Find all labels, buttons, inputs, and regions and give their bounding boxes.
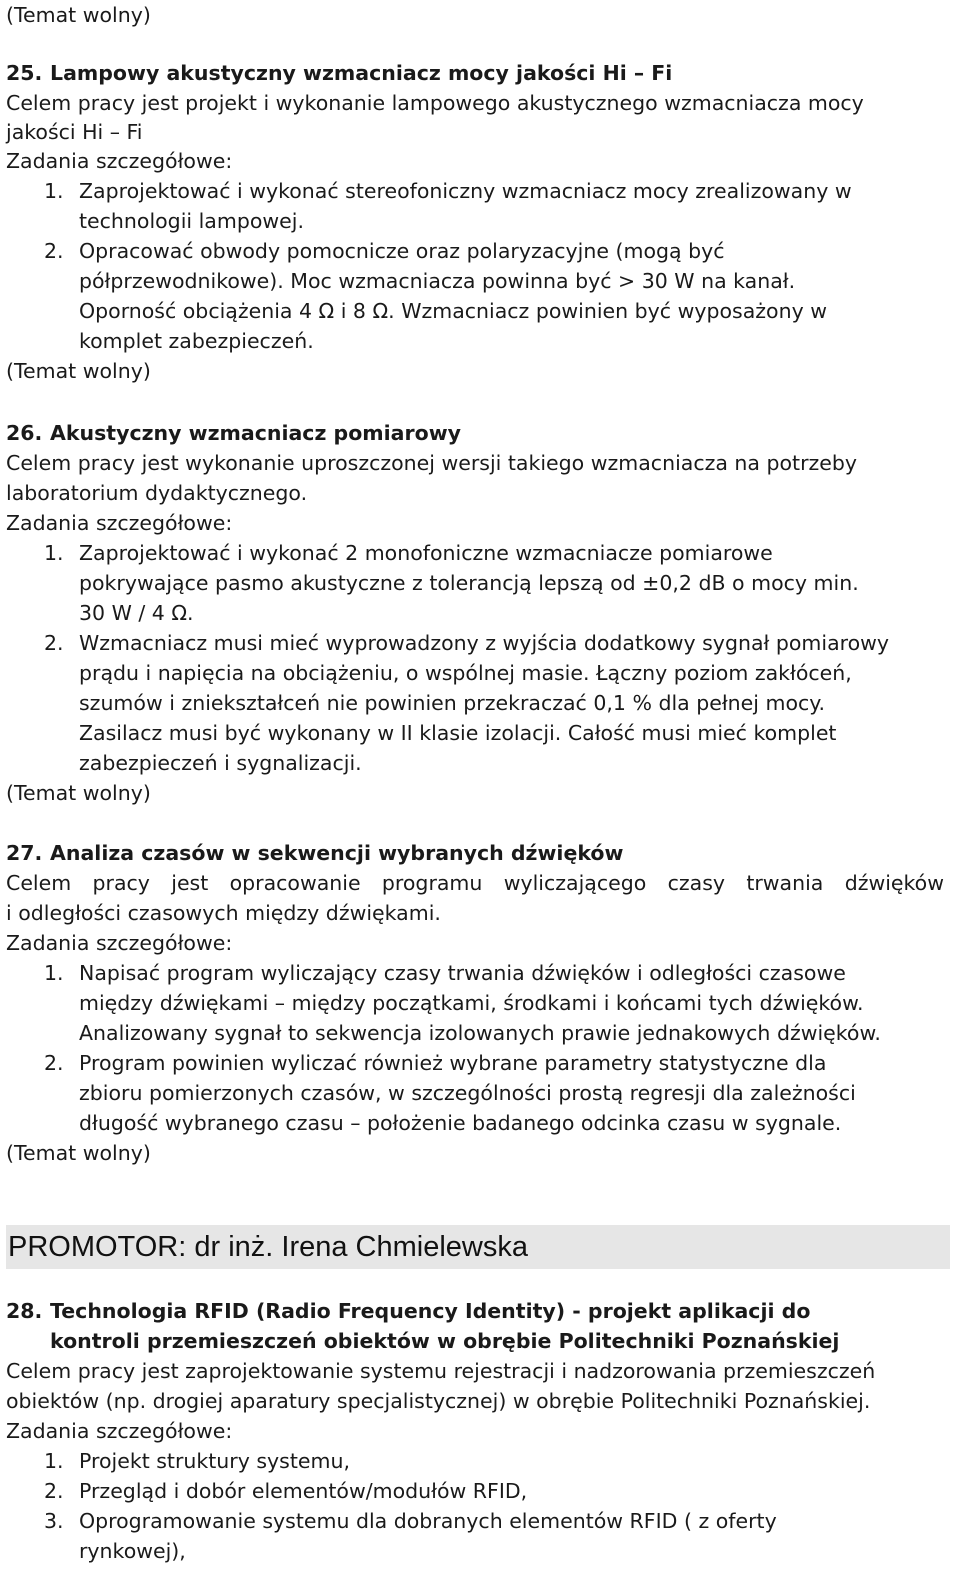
topic-26-aim-line: Celem pracy jest wykonanie uproszczonej wersji takiego wzmacniacza na potrzeby (6, 451, 858, 475)
task-text: prądu i napięcia na obciążeniu, o wspólnej masie. Łączny poziom zakłóceń, (79, 661, 852, 685)
topic-27-aim-line: Celem pracy jest opracowanie programu wyliczającego czasy trwania dźwięków (6, 871, 944, 895)
free-topic-note: (Temat wolny) (6, 781, 151, 805)
task-number: 2. (44, 1051, 64, 1075)
topic-25-aim-line: jakości Hi – Fi (6, 120, 143, 144)
task-text: Projekt struktury systemu, (79, 1449, 350, 1473)
task-text: Zaprojektować i wykonać 2 monofoniczne wzmacniacze pomiarowe (79, 541, 773, 565)
topic-28-tasks-heading: Zadania szczegółowe: (6, 1419, 233, 1443)
topic-28-number: 28. (6, 1299, 43, 1323)
task-text: Wzmacniacz musi mieć wyprowadzony z wyjścia dodatkowy sygnał pomiarowy (79, 631, 890, 655)
topic-28-title: kontroli przemieszczeń obiektów w obrębie Politechniki Poznańskiej (50, 1329, 840, 1353)
task-text: Opracować obwody pomocnicze oraz polaryzacyjne (mogą być (79, 239, 725, 263)
task-text: półprzewodnikowe). Moc wzmacniacza powinna być > 30 W na kanał. (79, 269, 796, 293)
task-text: długość wybranego czasu – położenie badanego odcinka czasu w sygnale. (79, 1111, 842, 1135)
task-text: rynkowej), (79, 1539, 186, 1563)
task-number: 1. (44, 541, 64, 565)
free-topic-note: (Temat wolny) (6, 1141, 151, 1165)
task-text: komplet zabezpieczeń. (79, 329, 314, 353)
task-number: 1. (44, 1449, 64, 1473)
task-number: 2. (44, 631, 64, 655)
topic-26-aim-line: laboratorium dydaktycznego. (6, 481, 308, 505)
task-text: technologii lampowej. (79, 209, 304, 233)
task-text: Zaprojektować i wykonać stereofoniczny wzmacniacz mocy zrealizowany w (79, 179, 852, 203)
task-text: pokrywające pasmo akustyczne z tolerancją lepszą od ±0,2 dB o mocy min. (79, 571, 859, 595)
task-text: między dźwiękami – między początkami, środkami i końcami tych dźwięków. (79, 991, 864, 1015)
topic-26-title: Akustyczny wzmacniacz pomiarowy (50, 421, 462, 445)
task-text: 30 W / 4 Ω. (79, 601, 194, 625)
task-text: Program powinien wyliczać również wybrane parametry statystyczne dla (79, 1051, 827, 1075)
topic-25-tasks-heading: Zadania szczegółowe: (6, 149, 233, 173)
topic-26-number: 26. (6, 421, 43, 445)
promotor-heading: PROMOTOR: dr inż. Irena Chmielewska (6, 1225, 950, 1269)
topic-28-title: Technologia RFID (Radio Frequency Identity) - projekt aplikacji do (50, 1299, 811, 1323)
task-number: 3. (44, 1509, 64, 1533)
topic-25-aim-line: Celem pracy jest projekt i wykonanie lampowego akustycznego wzmacniacza mocy (6, 91, 864, 115)
free-topic-note: (Temat wolny) (6, 359, 151, 383)
topic-25-title: Lampowy akustyczny wzmacniacz mocy jakości Hi – Fi (50, 61, 673, 85)
task-number: 1. (44, 961, 64, 985)
topic-27-aim-line: i odległości czasowych między dźwiękami. (6, 901, 441, 925)
topic-28-aim-line: obiektów (np. drogiej aparatury specjalistycznej) w obrębie Politechniki Poznańskiej. (6, 1389, 871, 1413)
topic-25-number: 25. (6, 61, 43, 85)
task-text: Oprogramowanie systemu dla dobranych elementów RFID ( z oferty (79, 1509, 777, 1533)
topic-27-number: 27. (6, 841, 43, 865)
task-text: Oporność obciążenia 4 Ω i 8 Ω. Wzmacniacz powinien być wyposażony w (79, 299, 827, 323)
task-text: zabezpieczeń i sygnalizacji. (79, 751, 362, 775)
task-number: 2. (44, 1479, 64, 1503)
task-text: zbioru pomierzonych czasów, w szczególności prostą regresji dla zależności (79, 1081, 856, 1105)
free-topic-note: (Temat wolny) (6, 3, 151, 27)
task-text: Analizowany sygnał to sekwencja izolowanych prawie jednakowych dźwięków. (79, 1021, 881, 1045)
task-text: Zasilacz musi być wykonany w II klasie izolacji. Całość musi mieć komplet (79, 721, 837, 745)
task-number: 2. (44, 239, 64, 263)
topic-28-aim-line: Celem pracy jest zaprojektowanie systemu rejestracji i nadzorowania przemieszczeń (6, 1359, 876, 1383)
topic-27-tasks-heading: Zadania szczegółowe: (6, 931, 233, 955)
task-text: Przegląd i dobór elementów/modułów RFID, (79, 1479, 528, 1503)
topic-27-title: Analiza czasów w sekwencji wybranych dźwięków (50, 841, 624, 865)
task-text: Napisać program wyliczający czasy trwania dźwięków i odległości czasowe (79, 961, 846, 985)
task-text: szumów i zniekształceń nie powinien przekraczać 0,1 % dla pełnej mocy. (79, 691, 826, 715)
task-number: 1. (44, 179, 64, 203)
topic-26-tasks-heading: Zadania szczegółowe: (6, 511, 233, 535)
